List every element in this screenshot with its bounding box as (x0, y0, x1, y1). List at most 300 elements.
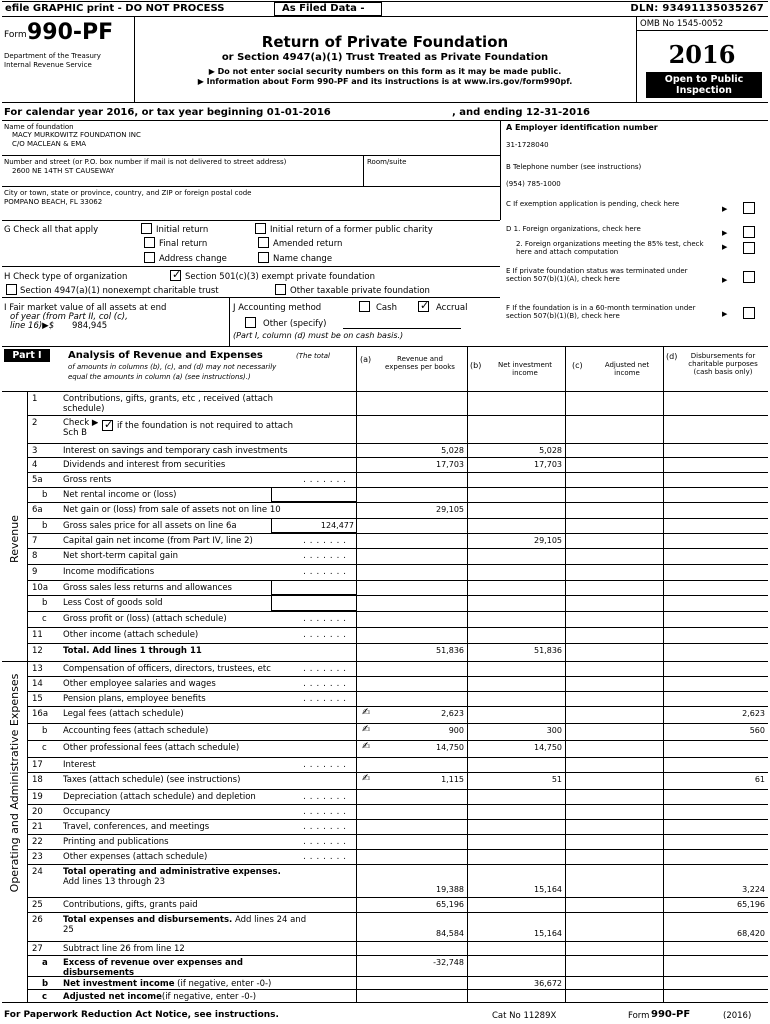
row-divider (27, 864, 768, 865)
address-change-label: Address change (159, 254, 227, 264)
col-a-value: 29,105 (436, 505, 464, 514)
line-label-main: Interest (63, 760, 96, 770)
initial-former-checkbox[interactable] (255, 223, 266, 234)
row-divider (27, 976, 768, 977)
inline-entry-line (271, 501, 356, 502)
line-label (63, 992, 256, 1002)
line-label-main: Printing and publications (63, 837, 169, 847)
line-number: 6a (32, 505, 43, 515)
line-label-cont: 25 (63, 925, 74, 935)
terminated-label: E If private foundation status was terminated under section 507(b)(1)(A), check here (506, 267, 688, 283)
line-label-main: Total. Add lines 1 through 11 (63, 646, 202, 656)
line-label (63, 551, 178, 561)
other-method-label: Other (specify) (263, 319, 327, 329)
line-label (63, 915, 306, 925)
line-label (63, 475, 111, 485)
line-number: 11 (32, 630, 43, 640)
line-label (63, 598, 163, 608)
line-label (63, 567, 154, 577)
dot-leader: ....... (303, 567, 350, 577)
notice-info: ▶ Information about Form 990-PF and its instructions is at www.irs.gov/form990pf. (197, 77, 573, 86)
col-a-value: 2,623 (441, 709, 464, 718)
line-number: b (42, 979, 49, 989)
line-label (63, 743, 239, 753)
form-number: 990-PF (27, 20, 114, 45)
street-value: 2600 NE 14TH ST CAUSEWAY (12, 167, 115, 175)
col-b-value: 51,836 (534, 646, 562, 655)
inline-entry-line (271, 594, 356, 595)
row-divider (27, 472, 768, 473)
form-title: Return of Private Foundation (261, 33, 509, 51)
line-label-main: Depreciation (attach schedule) and depletion (63, 792, 256, 802)
line-label-main: Total operating and administrative expenses. (63, 867, 281, 877)
row-divider (27, 989, 768, 990)
col-d-letter: (d) (666, 352, 678, 361)
line-number: 12 (32, 646, 43, 656)
sixty-month-checkbox[interactable] (743, 307, 755, 319)
fmv-value: 984,945 (72, 321, 108, 331)
org-name: MACY MURKOWITZ FOUNDATION INC (12, 131, 141, 139)
line-label-main: Accounting fees (attach schedule) (63, 726, 209, 736)
address-change-checkbox[interactable] (144, 252, 155, 263)
col-a-value: 5,028 (441, 446, 464, 455)
initial-former-label: Initial return of a former public charity (270, 225, 433, 235)
col-b-value: 36,672 (534, 979, 562, 988)
efile-label: efile GRAPHIC print - DO NOT PROCESS (5, 3, 225, 14)
footer-year: (2016) (723, 1011, 752, 1021)
row-divider (27, 706, 768, 707)
sixty-month-label: F If the foundation is in a 60-month termination under section 507(b)(1)(B), check here (506, 304, 696, 320)
line-label-main: Gross profit or (loss) (attach schedule) (63, 614, 227, 624)
final-return-label: Final return (159, 239, 208, 249)
line-label-main: Other professional fees (attach schedule) (63, 743, 240, 753)
col-b-value: 51 (551, 775, 562, 784)
line-number: c (42, 992, 48, 1002)
line-label (63, 630, 198, 640)
line-number: b (42, 598, 48, 608)
amended-return-label: Amended return (273, 239, 343, 249)
footer-paperwork: For Paperwork Reduction Act Notice, see instructions. (4, 1010, 279, 1020)
irs: Internal Revenue Service (4, 61, 92, 69)
line-label-main: Occupancy (63, 807, 111, 817)
row-divider (27, 897, 768, 898)
foreign-org-label: D 1. Foreign organizations, check here (506, 225, 641, 233)
line-label (63, 837, 169, 847)
line-number: 9 (32, 567, 38, 577)
line-label (63, 726, 208, 736)
calendar-end: , and ending 12-31-2016 (452, 107, 590, 118)
line-label-main: Legal fees (attach schedule) (63, 709, 184, 719)
line-label (63, 979, 271, 989)
line-label-rest: (if negative, enter -0-) (174, 979, 272, 989)
line-number: 18 (32, 775, 43, 785)
inline-entry-edge (271, 487, 272, 502)
accrual-checkbox[interactable] (418, 301, 429, 312)
dot-leader: ....... (303, 760, 350, 770)
line-label-main: Gross sales price for all assets on line 6a (63, 521, 237, 531)
fmv-line3: line 16)▶$ (10, 321, 55, 331)
exemption-pending-label: C If exemption application is pending, check here (506, 200, 680, 208)
dot-leader: ....... (303, 679, 350, 689)
footer-form-number: 990-PF (651, 1009, 691, 1020)
line-number: 15 (32, 694, 43, 704)
inline-entry-edge (271, 595, 272, 611)
other-taxable-label: Other taxable private foundation (290, 286, 430, 296)
footer-cat: Cat No 11289X (492, 1011, 557, 1021)
omb-number: OMB No 1545-0052 (640, 19, 724, 29)
row-divider (27, 789, 768, 790)
row-divider (27, 912, 768, 913)
row-divider (27, 611, 768, 612)
line-label (63, 521, 237, 531)
line2-text: if the foundation is not required to attach (117, 421, 294, 431)
line-number: c (42, 743, 47, 753)
col-b-letter: (b) (470, 361, 482, 370)
line-label-main: Contributions, gifts, grants paid (63, 900, 198, 910)
dot-leader: ....... (303, 837, 350, 847)
row-divider (27, 955, 768, 956)
col-c-letter: (c) (572, 361, 583, 370)
row-divider (27, 627, 768, 628)
row-divider (27, 643, 768, 644)
col-b-value: 300 (546, 726, 562, 735)
line-label (63, 394, 273, 404)
line-label-cont: Sch B (63, 428, 87, 438)
fmv-line2: of year (from Part II, col (c), (10, 312, 128, 322)
inline-entry-line (271, 610, 356, 611)
form-prefix: Form (4, 30, 27, 40)
city-label: City or town, state or province, country, and ZIP or foreign postal code (4, 189, 252, 197)
col-a-value: 1,115 (441, 775, 464, 784)
row-divider (27, 548, 768, 549)
line-number: 16a (32, 709, 49, 719)
line-label (63, 664, 271, 674)
attach-schedule-icon[interactable]: ✍ (362, 707, 371, 718)
arrow-icon: ▶ (722, 243, 728, 251)
col-d-value: 560 (749, 726, 765, 735)
row-divider (27, 757, 768, 758)
line-label-main: Other employee salaries and wages (63, 679, 216, 689)
col-d-value: 68,420 (737, 929, 765, 938)
sec4947-checkbox[interactable] (6, 284, 17, 295)
line-number: 21 (32, 822, 43, 832)
row-divider (27, 415, 768, 416)
accrual-label: Accrual (436, 303, 468, 313)
col-d-value: 3,224 (742, 885, 765, 894)
col-a-value: 19,388 (436, 885, 464, 894)
line-label (63, 446, 288, 456)
dot-leader: ....... (303, 822, 350, 832)
line-label-main: Pension plans, employee benefits (63, 694, 206, 704)
line-number: 17 (32, 760, 43, 770)
part1-title-note: (The total (296, 352, 330, 360)
arrow-icon: ▶ (722, 229, 728, 237)
line-label (63, 418, 98, 428)
line-label-cont: disbursements (63, 968, 135, 978)
room-label: Room/suite (367, 158, 407, 166)
form-subtitle: or Section 4947(a)(1) Trust Treated as Private Foundation (221, 52, 549, 63)
row-divider (27, 819, 768, 820)
line-label-main: Taxes (attach schedule) (see instructions) (63, 775, 241, 785)
arrow-icon: ▶ (722, 276, 728, 284)
row-divider (27, 518, 768, 519)
foreign-org-checkbox[interactable] (743, 226, 755, 238)
ein-label: A Employer identification number (506, 123, 658, 132)
line-label-main: Net investment income (63, 979, 175, 989)
line-label (63, 536, 253, 546)
col-b-value: 17,703 (534, 460, 562, 469)
line-number: a (42, 958, 48, 968)
line-label-main: Excess of revenue over expenses and (63, 958, 243, 968)
line-label-cont: Add lines 13 through 23 (63, 877, 166, 887)
initial-return-checkbox[interactable] (141, 223, 152, 234)
attach-schedule-icon[interactable]: ✍ (362, 773, 371, 784)
line-number: b (42, 726, 48, 736)
row-divider (27, 772, 768, 773)
terminated-checkbox[interactable] (743, 271, 755, 283)
other-taxable-checkbox[interactable] (275, 284, 286, 295)
part1-desc1: of amounts in columns (b), (c), and (d) may not necessarily (68, 363, 277, 371)
line-number: 1 (32, 394, 38, 404)
line-number: 2 (32, 418, 38, 428)
col-b-value: 5,028 (539, 446, 562, 455)
line-label (63, 900, 198, 910)
col-d-value: 65,196 (737, 900, 765, 909)
final-return-checkbox[interactable] (144, 237, 155, 248)
line-number: 14 (32, 679, 43, 689)
line-label-main: Capital gain net income (from Part IV, line 2) (63, 536, 253, 546)
phone-value: (954) 785-1000 (506, 180, 561, 188)
line-label-rest: Add lines 24 and (232, 915, 307, 925)
line-number: 23 (32, 852, 43, 862)
row-divider (27, 443, 768, 444)
name-label: Name of foundation (4, 123, 74, 131)
line-label (63, 944, 185, 954)
sec501c3-checkbox[interactable] (170, 270, 181, 281)
line-label-main: Less Cost of goods sold (63, 598, 163, 608)
line-label (63, 490, 176, 500)
inline-entry-edge (271, 580, 272, 595)
line-number: 27 (32, 944, 43, 954)
attach-schedule-icon[interactable]: ✍ (362, 724, 371, 735)
row-divider (27, 487, 768, 488)
exemption-pending-checkbox[interactable] (743, 202, 755, 214)
row-divider (27, 834, 768, 835)
revenue-side-label: Revenue (8, 515, 21, 563)
line-label (63, 505, 281, 515)
row-divider (27, 804, 768, 805)
dot-leader: ....... (303, 551, 350, 561)
line-label-main: Net rental income or (loss) (63, 490, 177, 500)
dot-leader: ....... (303, 852, 350, 862)
cash-label: Cash (376, 303, 397, 313)
line-label (63, 679, 216, 689)
line-number: 20 (32, 807, 43, 817)
col-a-value: 900 (448, 726, 464, 735)
amended-return-checkbox[interactable] (258, 237, 269, 248)
col-d-value: 2,623 (742, 709, 765, 718)
notice-ssn: ▶ Do not enter social security numbers on this form as it may be made public. (208, 67, 562, 76)
line-label (63, 709, 184, 719)
row-divider (27, 580, 768, 581)
foreign-85-label: 2. Foreign organizations meeting the 85% test, check here and attach computation (516, 240, 704, 256)
line-number: 10a (32, 583, 49, 593)
line-number: c (42, 614, 47, 624)
sec4947-label: Section 4947(a)(1) nonexempt charitable trust (20, 286, 219, 296)
dot-leader: ....... (303, 807, 350, 817)
row-divider (27, 740, 768, 741)
col-d-value: 61 (754, 775, 765, 784)
line-label-main: Contributions, gifts, grants, etc , received (attach (63, 394, 273, 404)
filed-label: As Filed Data - (282, 3, 365, 14)
other-method-checkbox[interactable] (245, 317, 256, 328)
foreign-85-checkbox[interactable] (743, 242, 755, 254)
line-number: 4 (32, 460, 38, 470)
row-divider (27, 941, 768, 942)
line-label-main: Subtract line 26 from line 12 (63, 944, 185, 954)
line-label (63, 760, 96, 770)
row-divider (27, 595, 768, 596)
line-label (63, 852, 207, 862)
sch-b-checkbox[interactable] (102, 420, 113, 431)
line-label (63, 646, 202, 656)
line-label-main: Interest on savings and temporary cash investments (63, 446, 288, 456)
part1-badge: Part I (4, 349, 50, 362)
line-label (63, 807, 110, 817)
footer-form-prefix: Form (628, 1011, 650, 1021)
line-label-main: Other expenses (attach schedule) (63, 852, 208, 862)
row-divider (27, 502, 768, 503)
col-a-value: 65,196 (436, 900, 464, 909)
line-label (63, 460, 225, 470)
dot-leader: ....... (303, 630, 350, 640)
line-label-main: Adjusted net income (63, 992, 162, 1002)
col-b-header: Net investment income (497, 361, 553, 377)
line-number: 25 (32, 900, 43, 910)
line-number: 3 (32, 446, 38, 456)
col-b-value: 29,105 (534, 536, 562, 545)
name-change-checkbox[interactable] (258, 252, 269, 263)
line-number: b (42, 521, 48, 531)
org-careof: C/O MACLEAN & EMA (12, 140, 87, 148)
line-label (63, 958, 243, 968)
cash-basis-note: (Part I, column (d) must be on cash basis.) (233, 331, 404, 340)
dot-leader: ....... (303, 475, 350, 485)
col-d-header: Disbursements for charitable purposes (cash basis only) (688, 352, 758, 376)
sec501c3-label: Section 501(c)(3) exempt private foundation (185, 272, 375, 282)
row-divider (27, 533, 768, 534)
line-label-main: Net gain or (loss) from sale of assets not on line 10 (63, 505, 281, 515)
gross-sales-value: 124,477 (320, 521, 354, 530)
line-label-main: Travel, conferences, and meetings (63, 822, 210, 832)
line-number: 19 (32, 792, 43, 802)
col-a-value: -32,748 (433, 958, 464, 967)
part1-desc2: equal the amounts in column (a) (see instructions).) (68, 373, 251, 381)
ein-value: 31-1728040 (506, 141, 549, 149)
col-a-value: 84,584 (436, 929, 464, 938)
col-b-value: 15,164 (534, 929, 562, 938)
city-value: POMPANO BEACH, FL 33062 (4, 198, 103, 206)
phone-label: B Telephone number (see instructions) (506, 163, 642, 171)
line-label (63, 583, 232, 593)
col-b-value: 15,164 (534, 885, 562, 894)
line-label (63, 694, 206, 704)
initial-return-label: Initial return (156, 225, 209, 235)
line-label-main: Check ▶ (63, 418, 99, 428)
arrow-icon: ▶ (722, 205, 728, 213)
line-label-main: Net short-term capital gain (63, 551, 179, 561)
row-divider (27, 691, 768, 692)
line-label (63, 867, 281, 877)
line-label (63, 614, 227, 624)
row-divider (27, 723, 768, 724)
row-divider (27, 849, 768, 850)
dot-leader: ....... (303, 664, 350, 674)
line-label-rest: (if negative, enter -0-) (161, 992, 257, 1002)
dot-leader: ....... (303, 792, 350, 802)
line-label-main: Income modifications (63, 567, 155, 577)
line-label-main: Compensation of officers, directors, trustees, etc (63, 664, 271, 674)
row-divider (27, 564, 768, 565)
row-divider (2, 661, 768, 662)
tax-year: 2016 (668, 40, 736, 69)
dln: DLN: 93491135035267 (630, 3, 764, 14)
attach-schedule-icon[interactable]: ✍ (362, 741, 371, 752)
line-label-cont: schedule) (63, 404, 105, 414)
part1-title: Analysis of Revenue and Expenses (68, 350, 263, 361)
line-number: b (42, 490, 48, 500)
line-label-main: Total expenses and disbursements. (63, 915, 233, 925)
line-number: 26 (32, 915, 43, 925)
line-number: 24 (32, 867, 43, 877)
line-number: 8 (32, 551, 38, 561)
fmv-line1: I Fair market value of all assets at end (4, 303, 167, 313)
line-label-main: Gross rents (63, 475, 112, 485)
line-label (63, 792, 256, 802)
line-label-main: Dividends and interest from securities (63, 460, 226, 470)
line-label (63, 775, 240, 785)
g-label: G Check all that apply (4, 225, 99, 235)
col-a-letter: (a) (360, 355, 372, 364)
line-number: 5a (32, 475, 43, 485)
dot-leader: ....... (303, 694, 350, 704)
name-change-label: Name change (273, 254, 333, 264)
dot-leader: ....... (303, 614, 350, 624)
col-b-value: 14,750 (534, 743, 562, 752)
accounting-label: J Accounting method (233, 303, 322, 313)
col-a-value: 14,750 (436, 743, 464, 752)
line-label-main: Gross sales less returns and allowances (63, 583, 232, 593)
col-a-value: 51,836 (436, 646, 464, 655)
arrow-icon: ▶ (722, 310, 728, 318)
dept: Department of the Treasury (4, 52, 101, 60)
dot-leader: ....... (303, 536, 350, 546)
street-label: Number and street (or P.O. box number if mail is not delivered to street address) (4, 158, 287, 166)
line-label (63, 822, 209, 832)
line-number: 13 (32, 664, 43, 674)
line-number: 7 (32, 536, 38, 546)
cash-checkbox[interactable] (359, 301, 370, 312)
line-number: 22 (32, 837, 43, 847)
line-label-main: Other income (attach schedule) (63, 630, 199, 640)
inline-entry-line (271, 532, 356, 533)
row-divider (27, 457, 768, 458)
open-public-badge: Open to Public Inspection (646, 72, 762, 98)
col-a-header: Revenue and expenses per books (385, 355, 455, 371)
row-divider (27, 676, 768, 677)
calendar-begin: For calendar year 2016, or tax year beginning 01-01-2016 (4, 107, 331, 118)
h-label: H Check type of organization (4, 272, 128, 282)
